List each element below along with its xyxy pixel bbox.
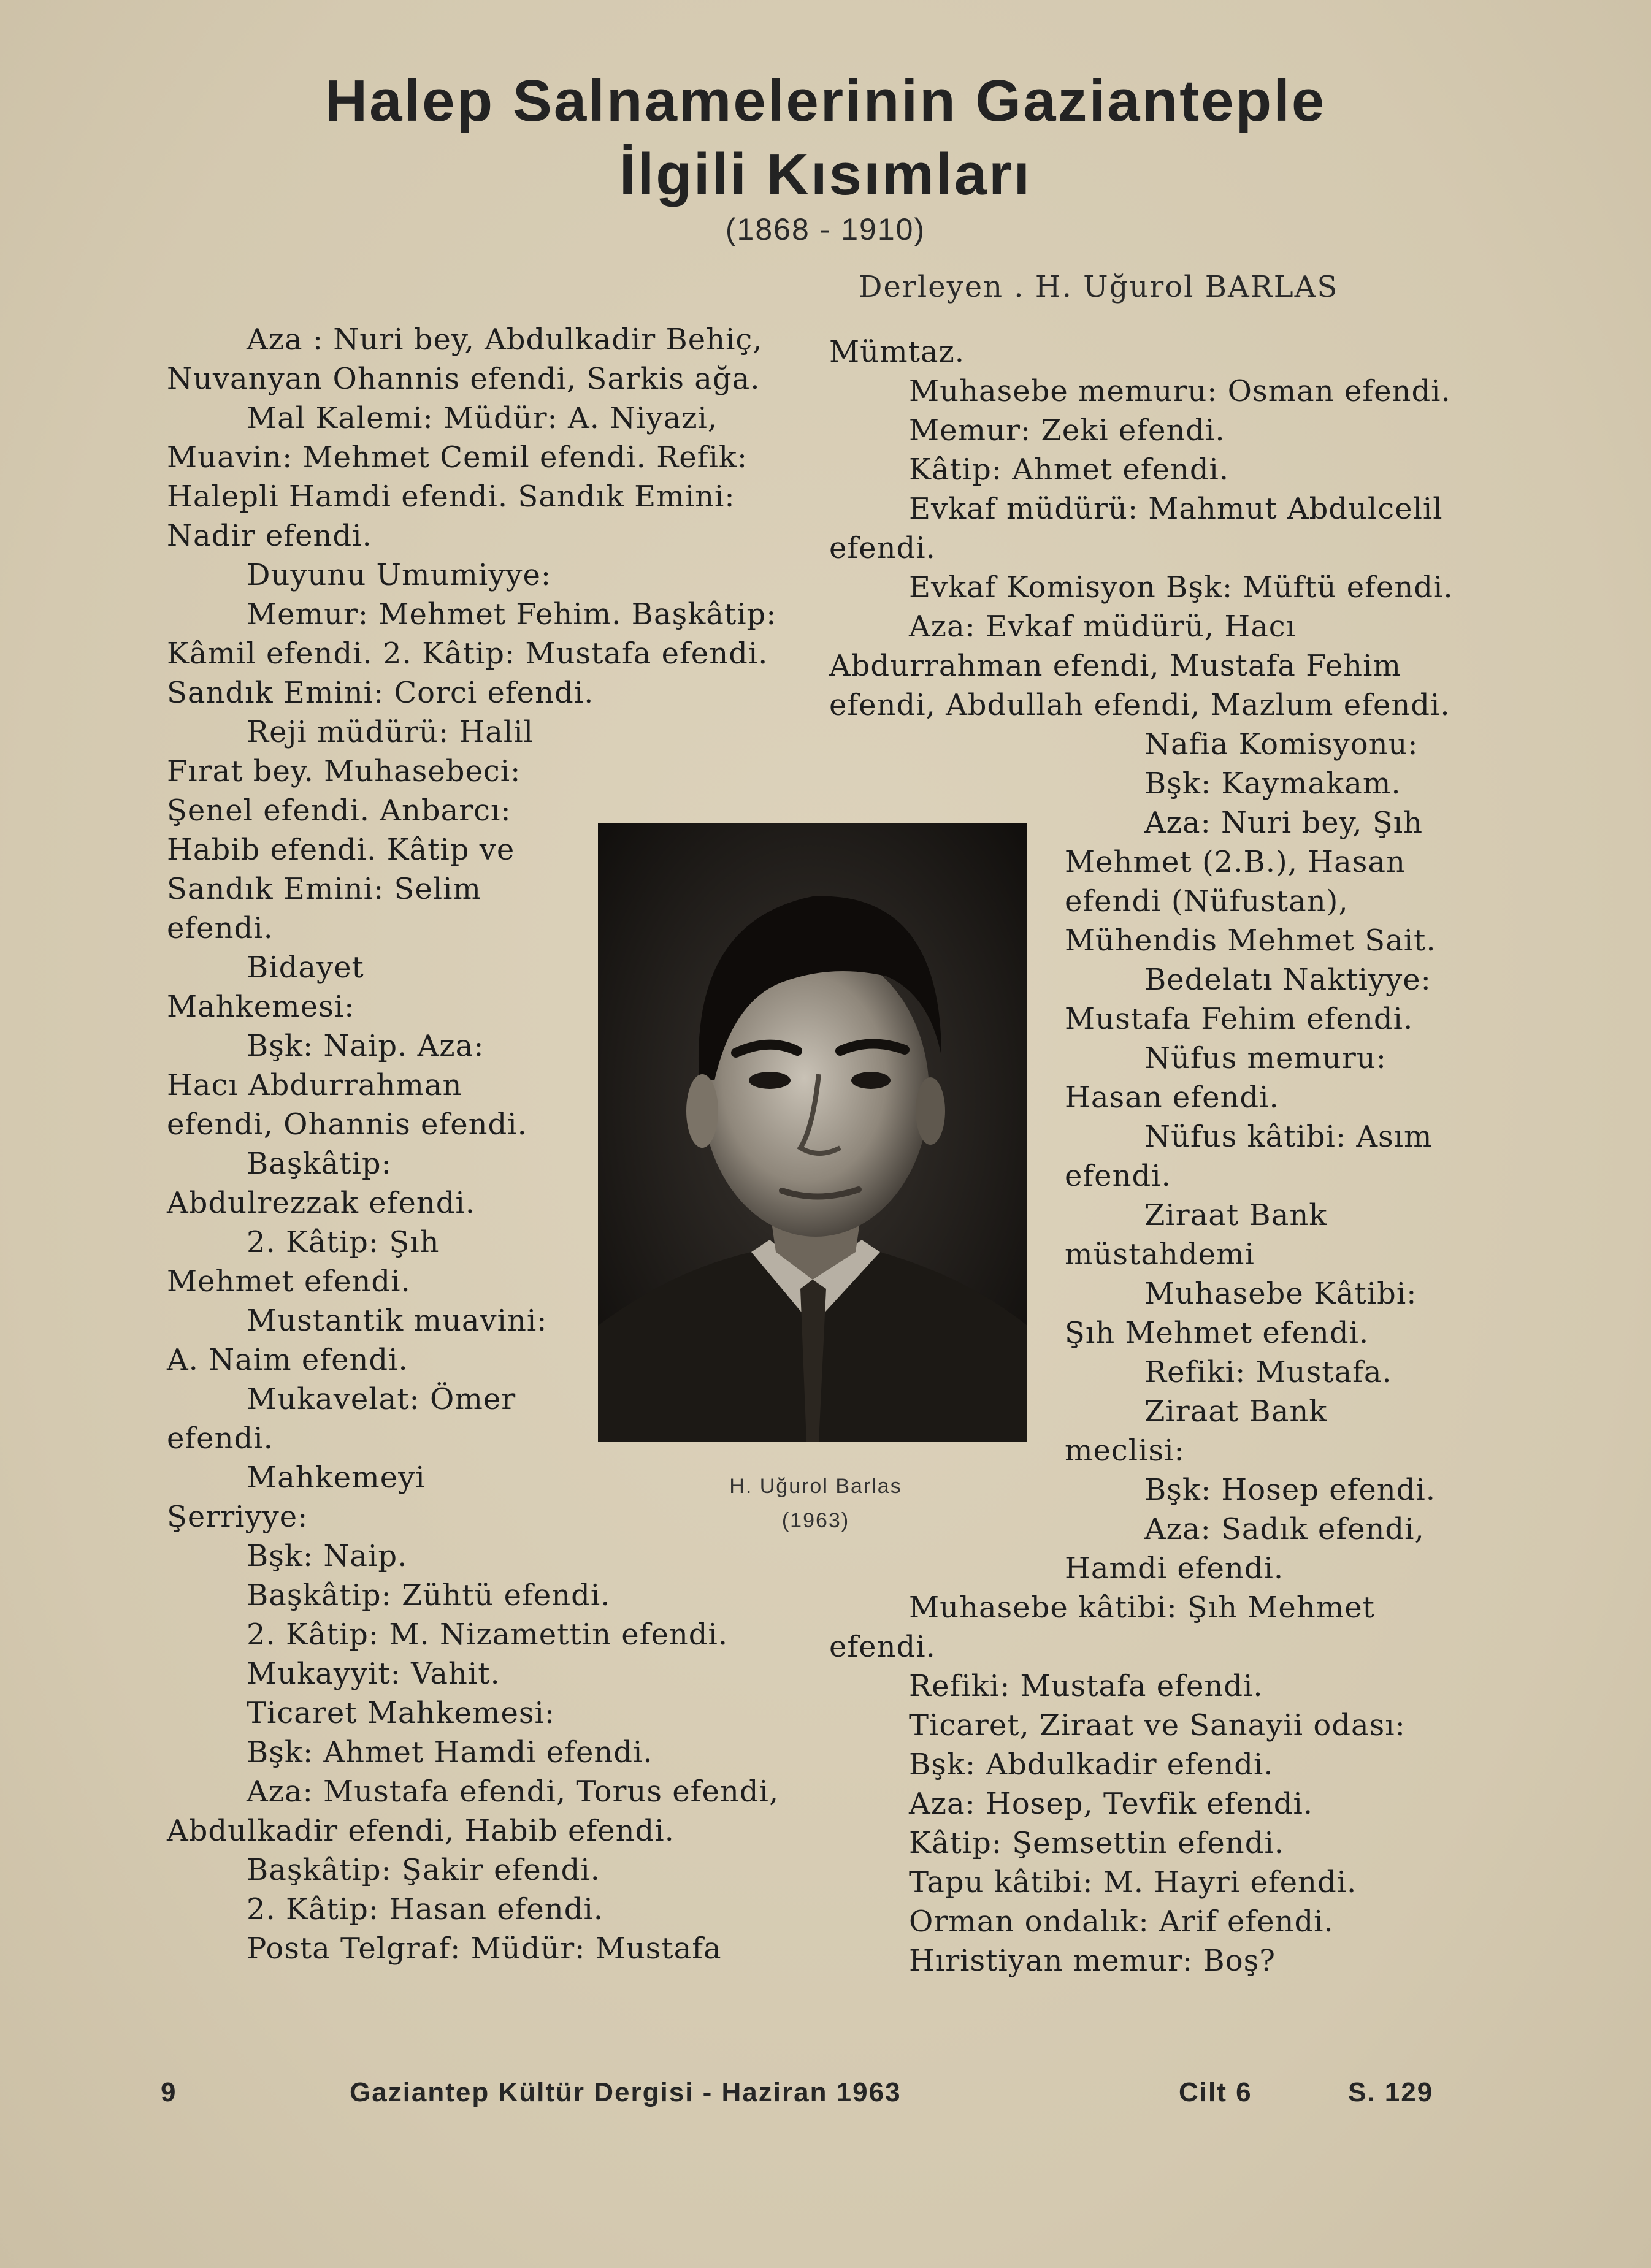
- paragraph: Aza: Mustafa efendi, Torus efendi, Abdulkadir efendi, Habib efendi.: [167, 1774, 780, 1848]
- paragraph: Tapu kâtibi: M. Hayri efendi.: [909, 1865, 1357, 1900]
- paragraph: Mahkemeyi Şerriyye:: [167, 1460, 426, 1534]
- paragraph: Duyunu Umumiyye:: [247, 558, 552, 592]
- paragraph: Bşk: Abdulkadir efendi.: [909, 1747, 1274, 1782]
- right-wide-bottom: [829, 1588, 1455, 1980]
- paragraph: Orman ondalık: Arif efendi.: [909, 1904, 1334, 1939]
- paragraph: Memur: Zeki efendi.: [909, 413, 1225, 448]
- paragraph: Nüfus kâtibi: Asım efendi.: [1065, 1120, 1433, 1193]
- paragraph: Aza: Sadık efendi, Hamdi efendi.: [1065, 1512, 1425, 1586]
- paragraph: Muhasebe kâtibi: Şıh Mehmet efendi.: [829, 1590, 1375, 1664]
- article-byline: Derleyen . H. Uğurol BARLAS: [859, 270, 1339, 304]
- article-title-line2: İlgili Kısımları: [619, 142, 1032, 207]
- paragraph: Bşk: Hosep efendi.: [1144, 1473, 1436, 1507]
- paragraph: Mukavelat: Ömer efendi.: [167, 1382, 516, 1456]
- paragraph: Aza: Nuri bey, Şıh Mehmet (2.B.), Hasan efendi (Nüfustan), Mühendis Mehmet Sait.: [1065, 806, 1436, 958]
- paragraph: Kâtip: Ahmet efendi.: [909, 452, 1230, 487]
- paragraph: Mümtaz.: [829, 335, 965, 369]
- paragraph: Bşk: Kaymakam.: [1144, 766, 1401, 801]
- paragraph: Mukayyit: Vahit.: [247, 1657, 500, 1691]
- paragraph: 2. Kâtip: M. Nizamettin efendi.: [247, 1617, 729, 1652]
- photo-caption: [650, 1469, 981, 1538]
- footer-journal: Gaziantep Kültür Dergisi - Haziran 1963: [350, 2077, 902, 2107]
- right-narrow-section: [1065, 725, 1457, 1588]
- paragraph: 2. Kâtip: Hasan efendi.: [247, 1892, 604, 1926]
- paragraph: Bedelatı Naktiyye: Mustafa Fehim efendi.: [1065, 963, 1431, 1036]
- paragraph: Ziraat Bank müstahdemi: [1065, 1198, 1328, 1272]
- paragraph: Bşk: Naip. Aza: Hacı Abdurrahman efendi, Ohannis efendi.: [167, 1029, 527, 1142]
- paragraph: 2. Kâtip: Şıh Mehmet efendi.: [167, 1225, 440, 1299]
- paragraph: Mal Kalemi: Müdür: A. Niyazi, Muavin: Mehmet Cemil efendi. Refik: Halepli Hamdi efendi. Sandık Emini: Nadir efendi.: [167, 401, 748, 553]
- photo-caption-name: H. Uğurol Barlas: [729, 1475, 902, 1498]
- paragraph: Refiki: Mustafa.: [1144, 1355, 1392, 1389]
- paragraph: Ticaret Mahkemesi:: [247, 1696, 556, 1730]
- paragraph: Evkaf müdürü: Mahmut Abdulcelil efendi.: [829, 492, 1443, 565]
- left-wide-bottom: [167, 1537, 805, 1968]
- right-wide-top: [829, 332, 1455, 725]
- footer-volume: Cilt 6: [1179, 2077, 1252, 2107]
- paragraph: Muhasebe Kâtibi: Şıh Mehmet efendi.: [1065, 1277, 1417, 1350]
- paragraph: Refiki: Mustafa efendi.: [909, 1669, 1263, 1703]
- paragraph: Reji müdürü: Halil Fırat bey. Muhasebeci: Şenel efendi. Anbarcı: Habib efendi. Kâtip ve Sandık Emini: Selim efendi.: [167, 715, 534, 945]
- paragraph: Hıristiyan memur: Boş?: [909, 1944, 1276, 1978]
- paragraph: Aza : Nuri bey, Abdulkadir Behiç, Nuvanyan Ohannis efendi, Sarkis ağa.: [167, 323, 763, 396]
- article-dates: (1868 - 1910): [725, 212, 926, 246]
- paragraph: Muhasebe memuru: Osman efendi.: [909, 374, 1451, 408]
- paragraph: Mustantik muavini: A. Naim efendi.: [167, 1304, 548, 1377]
- left-narrow-section: [167, 712, 559, 1537]
- paragraph: Başkâtip: Şakir efendi.: [247, 1853, 600, 1887]
- paragraph: Başkâtip: Zühtü efendi.: [247, 1578, 611, 1613]
- paragraph: Nüfus memuru: Hasan efendi.: [1065, 1041, 1387, 1115]
- paragraph: Evkaf Komisyon Bşk: Müftü efendi.: [909, 570, 1454, 605]
- paragraph: Kâtip: Şemsettin efendi.: [909, 1826, 1285, 1860]
- paragraph: Posta Telgraf: Müdür: Mustafa: [247, 1931, 722, 1966]
- paragraph: Memur: Mehmet Fehim. Başkâtip: Kâmil efendi. 2. Kâtip: Mustafa efendi. Sandık Emini: Corci efendi.: [167, 597, 777, 710]
- paragraph: Nafia Komisyonu:: [1144, 727, 1419, 762]
- paragraph: Aza: Hosep, Tevfik efendi.: [909, 1787, 1314, 1821]
- paragraph: Bşk: Ahmet Hamdi efendi.: [247, 1735, 653, 1770]
- paragraph: Başkâtip: Abdulrezzak efendi.: [167, 1147, 476, 1220]
- paragraph: Bidayet Mahkemesi:: [167, 950, 364, 1024]
- left-wide-top: [167, 320, 805, 712]
- article-title-line1: Halep Salnamelerinin Gazianteple: [324, 68, 1327, 134]
- footer-issue-page: S. 129: [1348, 2077, 1434, 2107]
- paragraph: Ticaret, Ziraat ve Sanayii odası:: [909, 1708, 1406, 1743]
- photo-caption-year: (1963): [781, 1509, 850, 1532]
- paragraph: Ziraat Bank meclisi:: [1065, 1394, 1328, 1468]
- paragraph: Bşk: Naip.: [247, 1539, 408, 1573]
- portrait-photo: [598, 823, 1027, 1442]
- footer-page-number: 9: [161, 2077, 177, 2107]
- paragraph: Aza: Evkaf müdürü, Hacı Abdurrahman efendi, Mustafa Fehim efendi, Abdullah efendi, Mazlum efendi.: [829, 609, 1450, 722]
